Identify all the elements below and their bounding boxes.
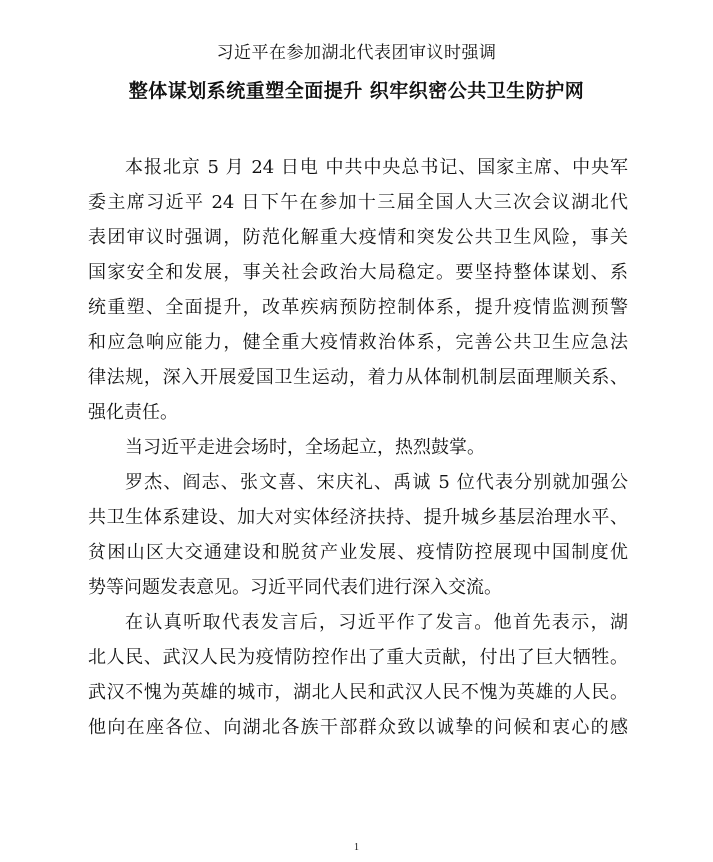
paragraph-line: 他向在座各位、向湖北各族干部群众致以诚挚的问候和衷心的感 <box>88 717 628 738</box>
article-body <box>88 150 628 745</box>
paragraph-line: 罗杰、阎志、张文喜、宋庆礼、禹诚 5 位代表分别就加强公 <box>125 472 628 493</box>
paragraph-line: 统重塑、全面提升，改革疾病预防控制体系，提升疫情监测预警 <box>88 297 628 318</box>
article-headline: 整体谋划系统重塑全面提升 织牢织密公共卫生防护网 <box>128 80 585 102</box>
paragraph-line: 律法规，深入开展爱国卫生运动，着力从体制机制层面理顺关系、 <box>88 367 628 388</box>
paragraph-line: 在认真听取代表发言后，习近平作了发言。他首先表示，湖 <box>125 612 628 633</box>
paragraph-3 <box>88 465 628 605</box>
paragraph-2 <box>88 430 628 465</box>
paragraph-line: 委主席习近平 24 日下午在参加十三届全国人大三次会议湖北代 <box>88 192 628 213</box>
paragraph-line: 北人民、武汉人民为疫情防控作出了重大贡献，付出了巨大牺牲。 <box>88 647 628 668</box>
paragraph-line: 武汉不愧为英雄的城市，湖北人民和武汉人民不愧为英雄的人民。 <box>88 682 628 703</box>
paragraph-line: 强化责任。 <box>88 402 178 423</box>
paragraph-4 <box>88 605 628 745</box>
paragraph-line: 和应急响应能力，健全重大疫情救治体系，完善公共卫生应急法 <box>88 332 628 353</box>
paragraph-line: 共卫生体系建设、加大对实体经济扶持、提升城乡基层治理水平、 <box>88 507 628 528</box>
paragraph-line: 表团审议时强调，防范化解重大疫情和突发公共卫生风险，事关 <box>88 227 628 248</box>
article-kicker: 习近平在参加湖北代表团审议时强调 <box>216 43 497 63</box>
paragraph-line: 国家安全和发展，事关社会政治大局稳定。要坚持整体谋划、系 <box>88 262 628 283</box>
paragraph-line: 势等问题发表意见。习近平同代表们进行深入交流。 <box>88 577 502 598</box>
paragraph-line: 本报北京 5 月 24 日电 中共中央总书记、国家主席、中央军 <box>125 157 628 178</box>
paragraph-line: 贫困山区大交通建设和脱贫产业发展、疫情防控展现中国制度优 <box>88 542 628 563</box>
paragraph-line: 当习近平走进会场时，全场起立，热烈鼓掌。 <box>125 437 485 458</box>
paragraph-1 <box>88 150 628 430</box>
page-number: 1 <box>354 842 359 853</box>
